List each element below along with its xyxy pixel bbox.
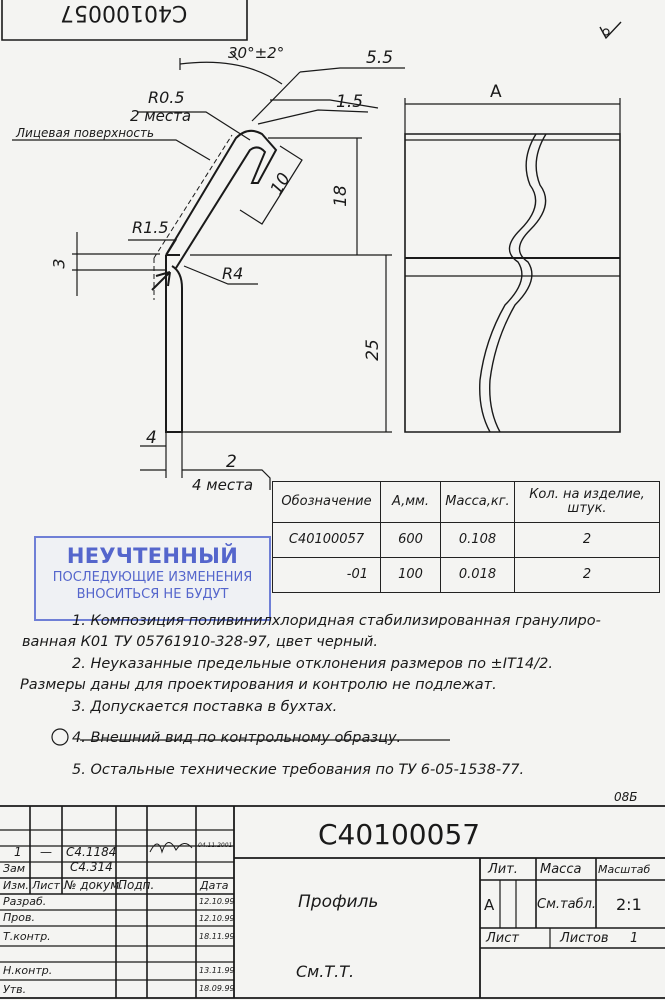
note-1b: ванная К01 ТУ 05761910-328-97, цвет черный. (22, 634, 378, 650)
spec-cell: 2 (582, 531, 592, 547)
stamp-line-2: ПОСЛЕДУЮЩИЕ ИЗМЕНЕНИЯ (52, 570, 253, 585)
dim-r0-5: R0.5 (148, 88, 185, 107)
unrecorded-stamp (34, 536, 271, 621)
note-4: 4. Внешний вид по контрольному образцу. (72, 730, 402, 746)
stamp-line-3: ВНОСИТЬСЯ НЕ БУДУТ (76, 587, 229, 602)
spec-row (273, 522, 659, 558)
dim-r4: R4 (222, 264, 244, 283)
spec-col-mass: Масса,кг. (441, 482, 515, 522)
dim-10: 10 (266, 169, 295, 199)
date-approved: 18.09.99 (199, 984, 235, 993)
col-sign: Подп. (118, 878, 155, 892)
spec-row (273, 557, 659, 592)
sheets-value: 1 (630, 931, 639, 946)
spec-cell: 0.108 (441, 522, 515, 557)
rev2-doc: С4.314 (70, 860, 113, 874)
dim-angle: 30°±2° (228, 44, 285, 62)
mass-label: Масса (540, 862, 582, 877)
spec-col-designation: Обозначение (273, 482, 381, 522)
note-2b: Размеры даны для проектирования и контролю не подлежат. (20, 677, 497, 693)
role-developer: Разраб. (3, 895, 47, 908)
dim-r1-5: R1.5 (132, 218, 169, 237)
title-name: Профиль (298, 892, 379, 912)
role-tech-control: Т.контр. (3, 930, 51, 943)
date-developer: 12.10.99 (199, 897, 235, 906)
role-approved: Утв. (3, 983, 27, 996)
spec-cell: 600 (381, 522, 441, 557)
dim-a: A (490, 82, 502, 102)
mass-value: См.табл. (537, 897, 597, 912)
scale-label: Масштаб (598, 863, 651, 876)
note-1a: 1. Композиция поливинилхлоридная стабилизированная гранулиро- (72, 613, 601, 629)
dim-4: 4 (146, 428, 157, 448)
title-designation: C40100057 (318, 818, 481, 851)
dim-5-5: 5.5 (366, 48, 394, 68)
spec-table (272, 481, 660, 593)
scale-value: 2:1 (616, 895, 642, 914)
col-change: Изм. (3, 879, 29, 892)
rev1-doc: С4.1184 (66, 845, 117, 859)
col-sheet: Лист (32, 879, 60, 892)
title-material: См.Т.Т. (296, 962, 355, 981)
sheet-label: Лист (486, 931, 519, 946)
spec-cell: 100 (381, 557, 441, 592)
spec-cell: 0.018 (441, 557, 515, 592)
stamp-line-1: НЕУЧТЕННЫЙ (66, 544, 239, 568)
dim-25: 25 (362, 339, 383, 361)
note-2a: 2. Неуказанные предельные отклонения размеров по ±IT14/2. (72, 656, 554, 672)
rev1-date: 04.11.2001 (198, 842, 233, 849)
note-5: 5. Остальные технические требования по ТУ 6-05-1538-77. (72, 762, 525, 778)
lit-label: Лит. (488, 862, 518, 877)
dim-3: 3 (49, 258, 69, 269)
dim-2-places: 2 места (130, 107, 192, 125)
dim-1-5: 1.5 (336, 92, 364, 112)
lit-value: A (484, 896, 495, 914)
spec-cell: -01 (273, 557, 381, 592)
top-code: C40100057 (60, 0, 188, 25)
spec-col-qty: Кол. на изделие, штук. (529, 487, 645, 516)
rev1-sheet: — (40, 845, 52, 859)
sheets-label: Листов (560, 931, 609, 946)
dim-4-places: 4 места (192, 476, 254, 494)
role-norm-control: Н.контр. (3, 964, 53, 977)
dim-18: 18 (330, 185, 351, 207)
col-doc: № докум. (64, 878, 124, 892)
rev1-change: 1 (14, 845, 22, 859)
role-checker: Пров. (3, 911, 35, 924)
date-tech-control: 18.11.99 (199, 932, 235, 941)
dim-2: 2 (226, 452, 237, 472)
spec-cell: 2 (582, 566, 592, 582)
note-3: 3. Допускается поставка в бухтах. (72, 699, 338, 715)
spec-cell: C40100057 (273, 522, 381, 557)
page-mark: 08Б (614, 790, 638, 804)
date-norm-control: 13.11.99 (199, 966, 235, 975)
spec-header-row (273, 482, 659, 523)
date-checker: 12.10.99 (199, 914, 235, 923)
col-date: Дата (200, 879, 229, 892)
spec-col-length: A,мм. (381, 482, 441, 522)
face-surface-label: Лицевая поверхность (16, 126, 155, 140)
rev2-change: Зам (3, 862, 26, 875)
